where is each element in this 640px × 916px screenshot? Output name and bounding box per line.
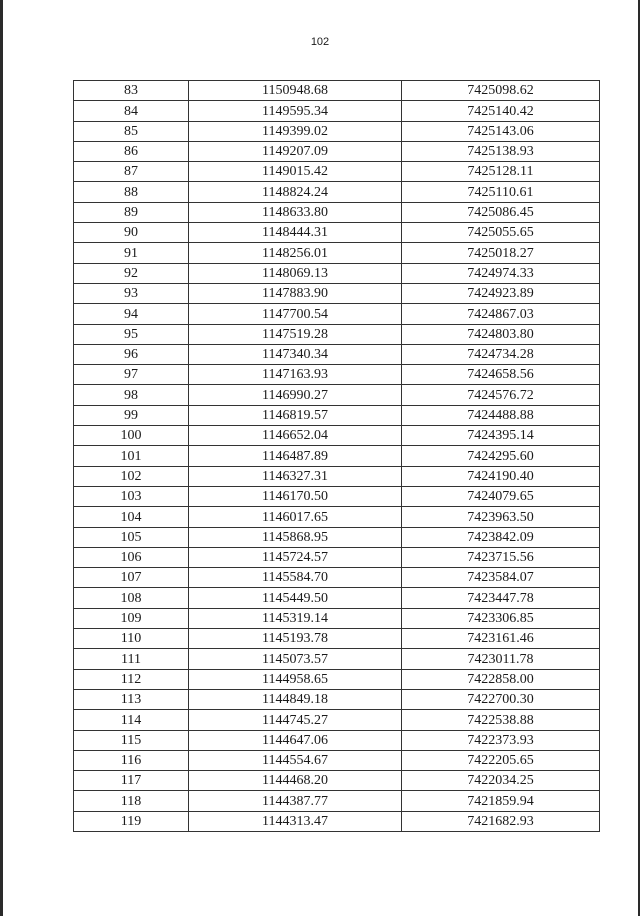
page-number: 102 [310, 36, 330, 48]
x-coordinate-cell: 1146170.50 [189, 486, 402, 506]
point-number-cell: 94 [74, 304, 189, 324]
table-row [74, 304, 600, 324]
point-number-cell: 108 [74, 588, 189, 608]
x-coordinate-cell: 1144313.47 [189, 811, 402, 831]
table-row [74, 486, 600, 506]
coordinates-table [73, 80, 600, 832]
x-coordinate-cell: 1147163.93 [189, 365, 402, 385]
point-number-cell: 104 [74, 507, 189, 527]
table-row [74, 121, 600, 141]
y-coordinate-cell: 7421682.93 [402, 811, 600, 831]
y-coordinate-cell: 7422034.25 [402, 771, 600, 791]
point-number-cell: 89 [74, 202, 189, 222]
y-coordinate-cell: 7425086.45 [402, 202, 600, 222]
x-coordinate-cell: 1147700.54 [189, 304, 402, 324]
table-row [74, 182, 600, 202]
table-row [74, 162, 600, 182]
x-coordinate-cell: 1149207.09 [189, 141, 402, 161]
x-coordinate-cell: 1144958.65 [189, 669, 402, 689]
page-edge-left [0, 0, 3, 916]
table-row [74, 283, 600, 303]
point-number-cell: 119 [74, 811, 189, 831]
y-coordinate-cell: 7423447.78 [402, 588, 600, 608]
point-number-cell: 110 [74, 629, 189, 649]
point-number-cell: 93 [74, 283, 189, 303]
point-number-cell: 113 [74, 689, 189, 709]
table-row [74, 710, 600, 730]
table-row [74, 811, 600, 831]
x-coordinate-cell: 1144468.20 [189, 771, 402, 791]
x-coordinate-cell: 1148256.01 [189, 243, 402, 263]
point-number-cell: 117 [74, 771, 189, 791]
table-row [74, 385, 600, 405]
table-row [74, 750, 600, 770]
point-number-cell: 106 [74, 547, 189, 567]
table-row [74, 263, 600, 283]
table-row [74, 223, 600, 243]
point-number-cell: 96 [74, 344, 189, 364]
table-row [74, 365, 600, 385]
x-coordinate-cell: 1149399.02 [189, 121, 402, 141]
point-number-cell: 91 [74, 243, 189, 263]
table-row [74, 507, 600, 527]
point-number-cell: 84 [74, 101, 189, 121]
y-coordinate-cell: 7422858.00 [402, 669, 600, 689]
y-coordinate-cell: 7423842.09 [402, 527, 600, 547]
y-coordinate-cell: 7423715.56 [402, 547, 600, 567]
y-coordinate-cell: 7423306.85 [402, 608, 600, 628]
point-number-cell: 85 [74, 121, 189, 141]
table-row [74, 791, 600, 811]
y-coordinate-cell: 7424295.60 [402, 446, 600, 466]
point-number-cell: 97 [74, 365, 189, 385]
point-number-cell: 114 [74, 710, 189, 730]
point-number-cell: 87 [74, 162, 189, 182]
table-row [74, 629, 600, 649]
x-coordinate-cell: 1146017.65 [189, 507, 402, 527]
point-number-cell: 118 [74, 791, 189, 811]
x-coordinate-cell: 1148069.13 [189, 263, 402, 283]
y-coordinate-cell: 7425143.06 [402, 121, 600, 141]
y-coordinate-cell: 7424803.80 [402, 324, 600, 344]
x-coordinate-cell: 1145319.14 [189, 608, 402, 628]
point-number-cell: 101 [74, 446, 189, 466]
table-row [74, 527, 600, 547]
x-coordinate-cell: 1148633.80 [189, 202, 402, 222]
table-row [74, 547, 600, 567]
table-row [74, 405, 600, 425]
y-coordinate-cell: 7424488.88 [402, 405, 600, 425]
point-number-cell: 116 [74, 750, 189, 770]
x-coordinate-cell: 1145073.57 [189, 649, 402, 669]
table-row [74, 771, 600, 791]
x-coordinate-cell: 1145724.57 [189, 547, 402, 567]
point-number-cell: 92 [74, 263, 189, 283]
point-number-cell: 88 [74, 182, 189, 202]
point-number-cell: 90 [74, 223, 189, 243]
table-row [74, 689, 600, 709]
x-coordinate-cell: 1149595.34 [189, 101, 402, 121]
x-coordinate-cell: 1146652.04 [189, 426, 402, 446]
table-row [74, 324, 600, 344]
y-coordinate-cell: 7425128.11 [402, 162, 600, 182]
x-coordinate-cell: 1147883.90 [189, 283, 402, 303]
y-coordinate-cell: 7423161.46 [402, 629, 600, 649]
y-coordinate-cell: 7423963.50 [402, 507, 600, 527]
table-row [74, 588, 600, 608]
y-coordinate-cell: 7425098.62 [402, 81, 600, 101]
point-number-cell: 98 [74, 385, 189, 405]
table-row [74, 426, 600, 446]
table-row [74, 466, 600, 486]
x-coordinate-cell: 1146990.27 [189, 385, 402, 405]
table-row [74, 446, 600, 466]
y-coordinate-cell: 7425140.42 [402, 101, 600, 121]
x-coordinate-cell: 1147519.28 [189, 324, 402, 344]
point-number-cell: 112 [74, 669, 189, 689]
coordinates-table-body [74, 81, 600, 832]
table-row [74, 202, 600, 222]
point-number-cell: 105 [74, 527, 189, 547]
table-row [74, 101, 600, 121]
x-coordinate-cell: 1144554.67 [189, 750, 402, 770]
y-coordinate-cell: 7423011.78 [402, 649, 600, 669]
point-number-cell: 103 [74, 486, 189, 506]
y-coordinate-cell: 7424734.28 [402, 344, 600, 364]
point-number-cell: 102 [74, 466, 189, 486]
table-row [74, 568, 600, 588]
y-coordinate-cell: 7422205.65 [402, 750, 600, 770]
y-coordinate-cell: 7424395.14 [402, 426, 600, 446]
x-coordinate-cell: 1144387.77 [189, 791, 402, 811]
table-row [74, 730, 600, 750]
point-number-cell: 111 [74, 649, 189, 669]
point-number-cell: 115 [74, 730, 189, 750]
x-coordinate-cell: 1145584.70 [189, 568, 402, 588]
y-coordinate-cell: 7422700.30 [402, 689, 600, 709]
y-coordinate-cell: 7424190.40 [402, 466, 600, 486]
table-row [74, 243, 600, 263]
point-number-cell: 100 [74, 426, 189, 446]
table-row [74, 649, 600, 669]
y-coordinate-cell: 7423584.07 [402, 568, 600, 588]
x-coordinate-cell: 1145449.50 [189, 588, 402, 608]
x-coordinate-cell: 1146327.31 [189, 466, 402, 486]
y-coordinate-cell: 7422538.88 [402, 710, 600, 730]
y-coordinate-cell: 7424923.89 [402, 283, 600, 303]
x-coordinate-cell: 1145868.95 [189, 527, 402, 547]
table-row [74, 608, 600, 628]
y-coordinate-cell: 7425110.61 [402, 182, 600, 202]
y-coordinate-cell: 7424079.65 [402, 486, 600, 506]
x-coordinate-cell: 1149015.42 [189, 162, 402, 182]
point-number-cell: 83 [74, 81, 189, 101]
table-row [74, 81, 600, 101]
y-coordinate-cell: 7425138.93 [402, 141, 600, 161]
y-coordinate-cell: 7425018.27 [402, 243, 600, 263]
y-coordinate-cell: 7425055.65 [402, 223, 600, 243]
x-coordinate-cell: 1145193.78 [189, 629, 402, 649]
x-coordinate-cell: 1144745.27 [189, 710, 402, 730]
table-row [74, 141, 600, 161]
y-coordinate-cell: 7424974.33 [402, 263, 600, 283]
point-number-cell: 95 [74, 324, 189, 344]
x-coordinate-cell: 1146487.89 [189, 446, 402, 466]
x-coordinate-cell: 1148444.31 [189, 223, 402, 243]
x-coordinate-cell: 1144849.18 [189, 689, 402, 709]
x-coordinate-cell: 1146819.57 [189, 405, 402, 425]
y-coordinate-cell: 7421859.94 [402, 791, 600, 811]
point-number-cell: 107 [74, 568, 189, 588]
y-coordinate-cell: 7424867.03 [402, 304, 600, 324]
x-coordinate-cell: 1150948.68 [189, 81, 402, 101]
x-coordinate-cell: 1144647.06 [189, 730, 402, 750]
table-row [74, 344, 600, 364]
y-coordinate-cell: 7424658.56 [402, 365, 600, 385]
y-coordinate-cell: 7422373.93 [402, 730, 600, 750]
point-number-cell: 99 [74, 405, 189, 425]
point-number-cell: 86 [74, 141, 189, 161]
x-coordinate-cell: 1148824.24 [189, 182, 402, 202]
table-row [74, 669, 600, 689]
point-number-cell: 109 [74, 608, 189, 628]
x-coordinate-cell: 1147340.34 [189, 344, 402, 364]
y-coordinate-cell: 7424576.72 [402, 385, 600, 405]
